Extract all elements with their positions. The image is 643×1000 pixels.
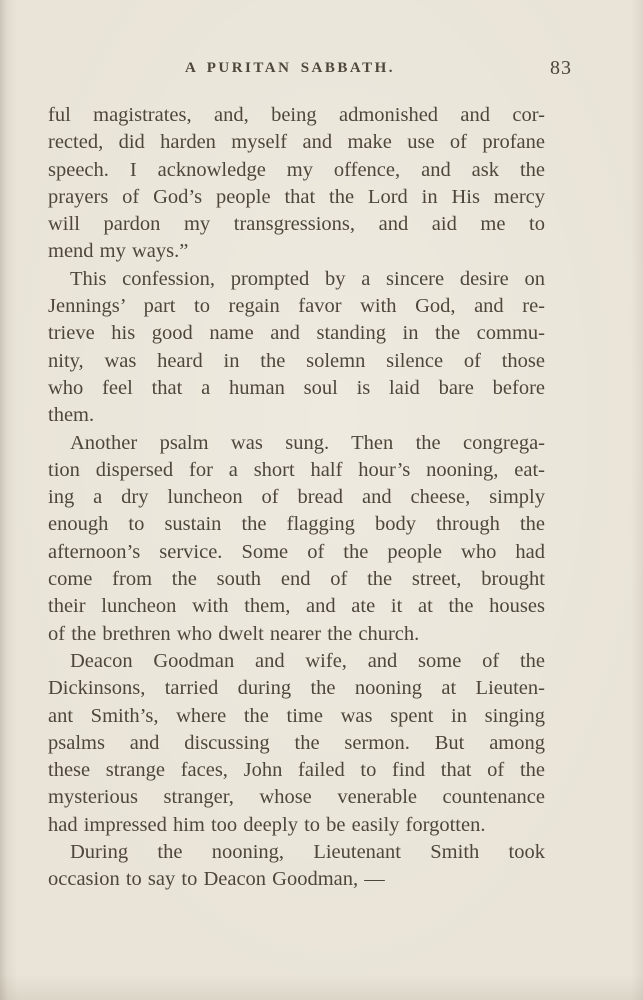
text-line: trieve his good name and standing in the commu- bbox=[48, 322, 545, 345]
text-line: enough to sustain the flagging body through the bbox=[48, 513, 545, 536]
text-line: these strange faces, John failed to find that of the bbox=[48, 759, 545, 782]
text-line: them. bbox=[48, 404, 95, 427]
paragraph bbox=[48, 102, 545, 266]
text-line: who feel that a human soul is laid bare before bbox=[48, 376, 545, 399]
text-line: rected, did harden myself and make use of profane bbox=[48, 131, 545, 154]
text-line: of the brethren who dwelt nearer the church. bbox=[48, 622, 420, 645]
text-line: Jennings’ part to regain favor with God, and re- bbox=[48, 295, 545, 318]
text-line: occasion to say to Deacon Goodman, — bbox=[48, 868, 385, 891]
text-line: Deacon Goodman and wife, and some of the bbox=[70, 649, 545, 672]
page-number: 83 bbox=[550, 57, 572, 79]
text-line: This confession, prompted by a sincere desire on bbox=[70, 267, 545, 290]
text-line: Another psalm was sung. Then the congrega- bbox=[70, 431, 545, 454]
text-line: tion dispersed for a short half hour’s nooning, eat- bbox=[48, 458, 545, 481]
running-title: A PURITAN SABBATH. bbox=[184, 60, 396, 76]
text-line: their luncheon with them, and ate it at the houses bbox=[48, 595, 545, 618]
text-line: ant Smith’s, where the time was spent in singing bbox=[48, 704, 545, 727]
text-line: mend my ways.” bbox=[48, 240, 189, 263]
text-line: mysterious stranger, whose venerable countenance bbox=[48, 786, 545, 809]
text-line: had impressed him too deeply to be easily forgotten. bbox=[48, 813, 486, 836]
text-line: afternoon’s service. Some of the people who had bbox=[48, 540, 545, 563]
text-line: come from the south end of the street, brought bbox=[48, 568, 545, 591]
paragraph bbox=[48, 839, 545, 894]
text-line: prayers of God’s people that the Lord in His mercy bbox=[48, 185, 545, 208]
page-header bbox=[48, 57, 572, 83]
text-line: Dickinsons, tarried during the nooning at Lieuten- bbox=[48, 677, 545, 700]
text-line: will pardon my transgressions, and aid me to bbox=[48, 213, 545, 236]
text-line: speech. I acknowledge my offence, and ask the bbox=[48, 158, 545, 181]
page-body bbox=[48, 102, 545, 894]
paragraph bbox=[48, 266, 545, 430]
text-line: During the nooning, Lieutenant Smith took bbox=[70, 841, 545, 864]
paragraph bbox=[48, 430, 545, 648]
text-line: ful magistrates, and, being admonished and cor- bbox=[48, 104, 545, 126]
text-line: psalms and discussing the sermon. But among bbox=[48, 731, 545, 754]
paragraph bbox=[48, 648, 545, 839]
text-line: ing a dry luncheon of bread and cheese, simply bbox=[48, 486, 545, 509]
text-line: nity, was heard in the solemn silence of those bbox=[48, 349, 545, 372]
